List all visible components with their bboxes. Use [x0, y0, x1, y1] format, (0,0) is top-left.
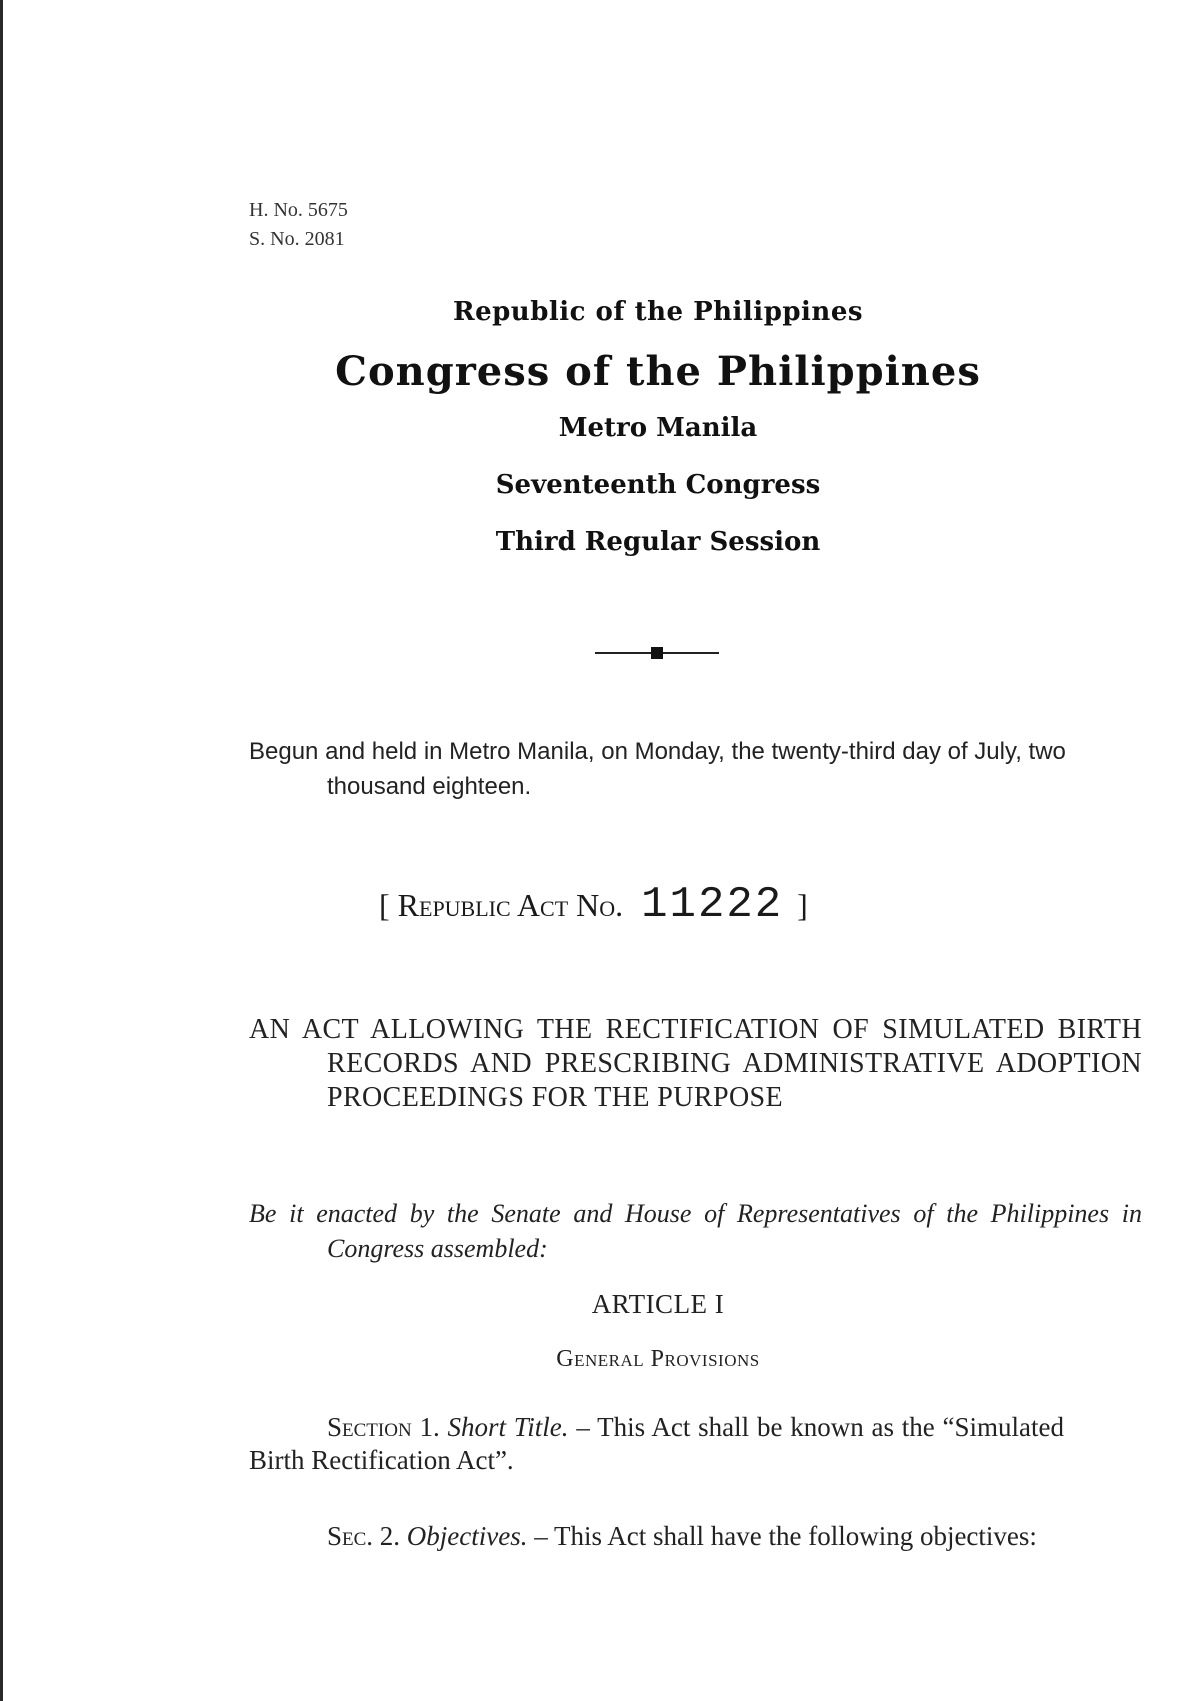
republic-act-number: 11222 [641, 880, 784, 930]
senate-bill-number: S. No. 2081 [249, 228, 345, 250]
article-number: ARTICLE I [591, 1289, 725, 1319]
enacting-clause: Be it enacted by the Senate and House of Representatives of the Philippines in Congress assembled: [249, 1199, 1142, 1263]
section-title: Objectives. [406, 1521, 528, 1551]
section-text: – This Act shall be known as the “Simulated Birth Rectification Act”. [249, 1412, 1065, 1475]
bill-references [249, 196, 348, 254]
section-label: Sec. 2. [327, 1521, 401, 1551]
header-congress-number: Seventeenth Congress [495, 470, 821, 500]
congress-header [3, 296, 1200, 558]
divider-square [651, 647, 663, 659]
section-1 [249, 1411, 1064, 1477]
header-congress: Congress of the Philippines [335, 348, 981, 395]
article-heading: General Provisions [556, 1346, 760, 1372]
session-date-statement: Begun and held in Metro Manila, on Monday, the twenty-third day of July, two thousand eighteen. [249, 738, 1066, 800]
house-bill-number: H. No. 5675 [249, 199, 348, 221]
act-title: AN ACT ALLOWING THE RECTIFICATION OF SIMULATED BIRTH RECORDS AND PRESCRIBING ADMINISTRATIVE ADOPTION PROCEEDINGS FOR THE PURPOSE [249, 1014, 1142, 1113]
ornamental-divider [595, 646, 719, 660]
republic-act-label: Republic Act No. [397, 887, 624, 923]
close-bracket: ] [797, 887, 808, 923]
republic-act-number-line [379, 880, 808, 930]
section-label: Section 1. [327, 1412, 440, 1442]
header-republic: Republic of the Philippines [452, 297, 864, 327]
section-text: – This Act shall have the following objectives: [527, 1521, 1037, 1551]
header-city: Metro Manila [558, 413, 758, 443]
section-title: Short Title. [447, 1412, 569, 1442]
header-session: Third Regular Session [495, 527, 821, 557]
open-bracket: [ [379, 887, 390, 923]
section-2 [249, 1520, 1064, 1553]
